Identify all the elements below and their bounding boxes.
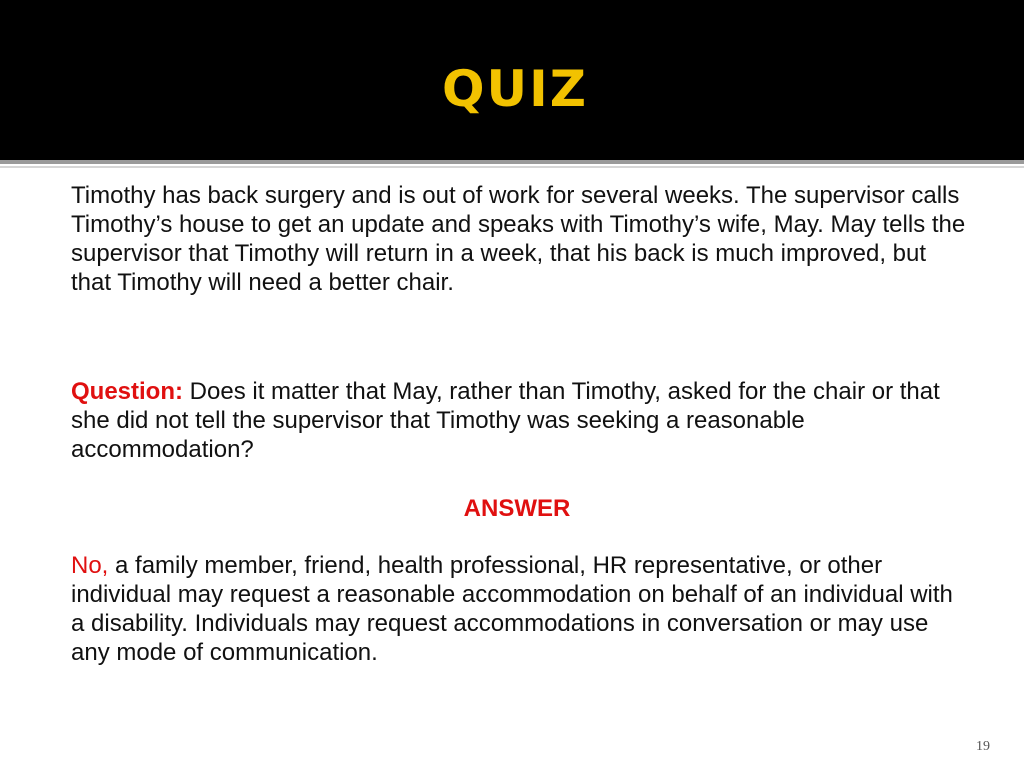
scenario-paragraph: Timothy has back surgery and is out of work for several weeks. The supervisor calls Timothy’s house to get an update and speaks with Timothy’s wife, May. May tells the supervisor that Timothy will return in a week, that his back is much improved, but that Timothy will need a better chair. (71, 182, 966, 296)
question-label: Question: (71, 378, 183, 405)
answer-paragraph (71, 551, 971, 667)
slide-title: QUIZ (442, 60, 588, 118)
divider-line (0, 160, 1024, 164)
divider-line-light (0, 166, 1024, 168)
question-paragraph (71, 377, 971, 464)
question-text: Does it matter that May, rather than Timothy, asked for the chair or that she did not tell the supervisor that Timothy was seeking a reasonable accommodation? (71, 378, 940, 463)
answer-heading: ANSWER (463, 495, 571, 522)
page-number: 19 (976, 739, 990, 754)
answer-label: No, (71, 552, 109, 579)
answer-text: a family member, friend, health professional, HR representative, or other individual may request a reasonable accommodation on behalf of an individual with a disability. Individuals may request accommodations in conversation or may use any mode of communication. (71, 552, 953, 666)
